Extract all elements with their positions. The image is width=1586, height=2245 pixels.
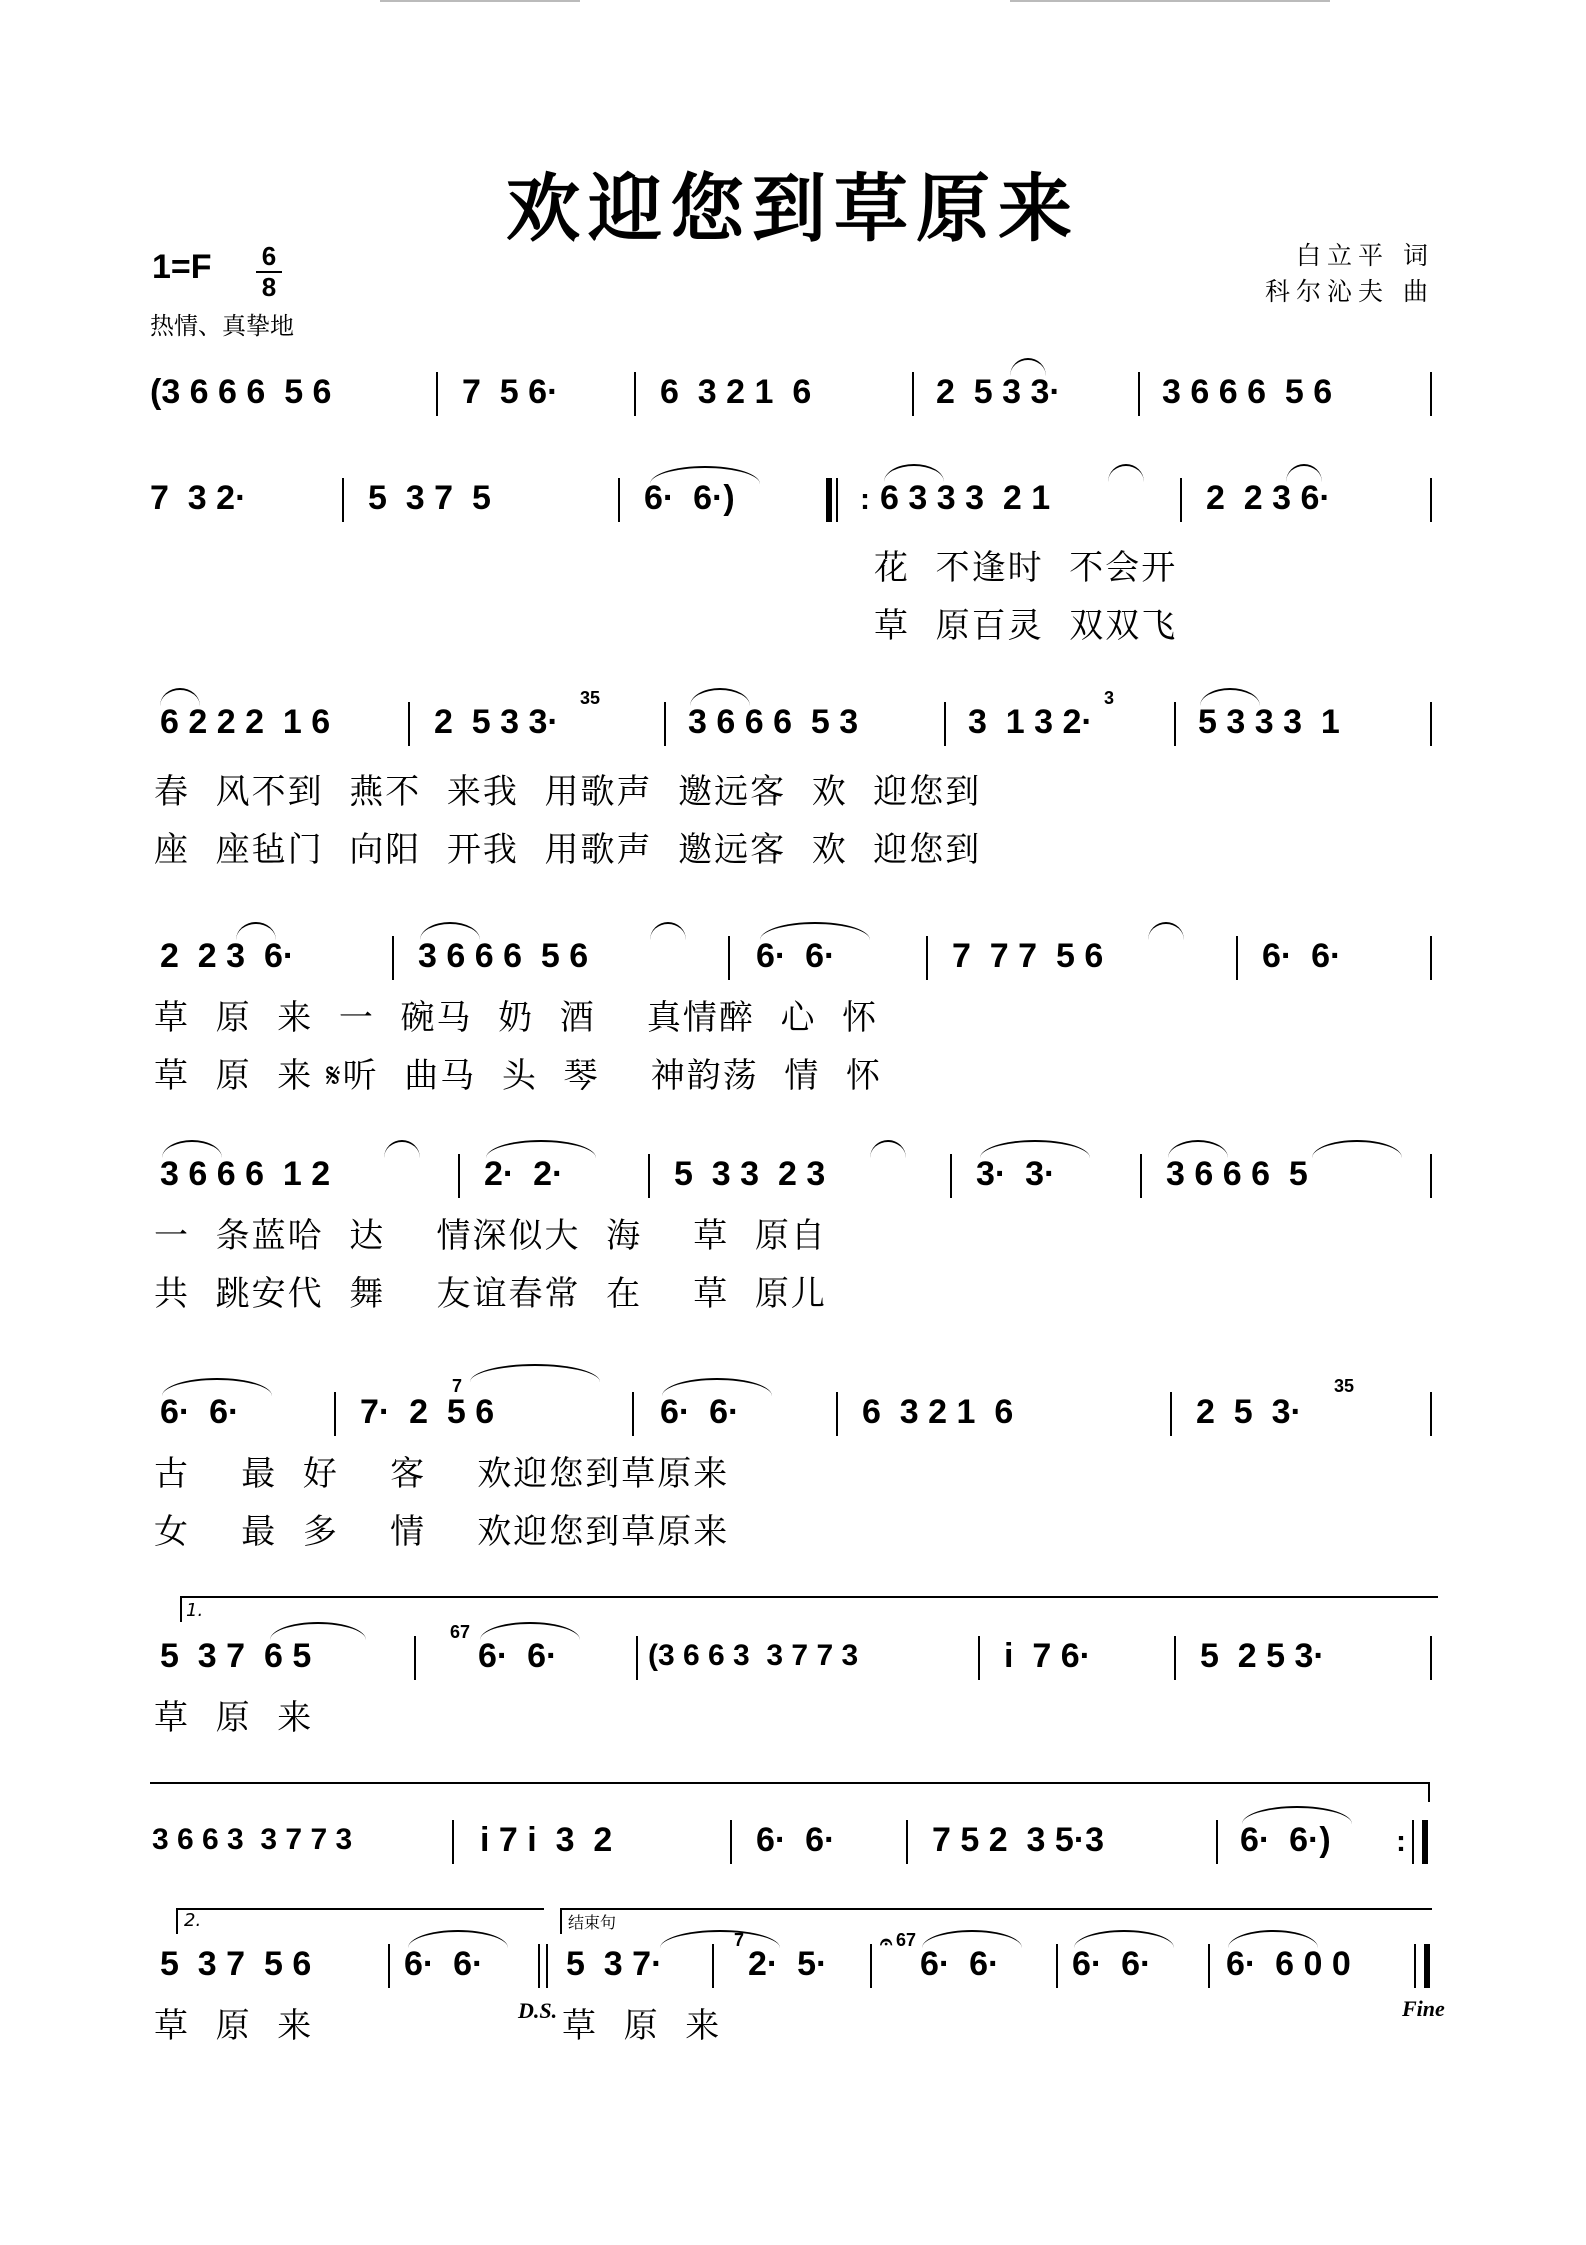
barline bbox=[1208, 1944, 1210, 1988]
barline bbox=[1430, 1392, 1432, 1436]
measure: 6 3 2 1 6 bbox=[862, 1393, 1014, 1431]
measure: 7 5 2 3 5·3 bbox=[932, 1821, 1105, 1859]
barline bbox=[1056, 1944, 1058, 1988]
measure: 2 5 3 3· bbox=[936, 373, 1061, 411]
measure: 2· 5· bbox=[748, 1945, 828, 1983]
fine-mark: Fine bbox=[1402, 1996, 1445, 2021]
slur bbox=[870, 1140, 906, 1158]
measure: 6· 6· bbox=[920, 1945, 1000, 1983]
measure: 5 3 3 2 3 bbox=[674, 1155, 826, 1193]
slur bbox=[1242, 1806, 1352, 1824]
barline bbox=[392, 936, 394, 980]
dal-segno-mark: D.S. bbox=[518, 1998, 558, 2023]
staff-line-3 bbox=[0, 688, 1586, 870]
barline bbox=[1430, 1636, 1432, 1680]
lyrics-verse-1: 古 最 好 客 欢迎您到草原来 bbox=[154, 1454, 730, 1494]
staff-line-2 bbox=[0, 478, 1586, 646]
measure: i 7 i 3 2 bbox=[480, 1821, 613, 1859]
final-barline bbox=[1424, 1944, 1430, 1988]
barline bbox=[728, 936, 730, 980]
staff-line-4 bbox=[0, 936, 1586, 1096]
slur bbox=[1200, 688, 1260, 706]
slur bbox=[236, 922, 276, 940]
slur bbox=[162, 1140, 222, 1158]
measure: 6· 6· bbox=[1072, 1945, 1152, 1983]
slur bbox=[470, 1364, 600, 1382]
measure: 6 2 2 2 1 6 bbox=[160, 703, 331, 741]
staff-line-6 bbox=[0, 1376, 1586, 1552]
lyrics-verse-1: 花 不逢时 不会开 bbox=[874, 548, 1178, 588]
barline bbox=[388, 1944, 390, 1988]
measure: 5 3 3 3 1 bbox=[1198, 703, 1340, 741]
measure: 6· 6·) bbox=[644, 479, 735, 517]
barline bbox=[414, 1636, 416, 1680]
barline bbox=[458, 1154, 460, 1198]
measure: i 7 6· bbox=[1004, 1637, 1091, 1675]
measure: 6· 6· bbox=[756, 1821, 836, 1859]
measure: 2 5 3 3· bbox=[434, 703, 559, 741]
slur bbox=[160, 688, 200, 706]
slur bbox=[1010, 358, 1046, 376]
measure: 6· 6· bbox=[1262, 937, 1342, 975]
barline bbox=[546, 1944, 548, 1988]
lyrics-verse-2: 女 最 多 情 欢迎您到草原来 bbox=[154, 1512, 730, 1552]
barline bbox=[836, 1392, 838, 1436]
staff-line-5 bbox=[0, 1154, 1586, 1314]
barline bbox=[926, 936, 928, 980]
repeat-end-barline bbox=[1422, 1820, 1428, 1864]
measure: 6· 6· bbox=[660, 1393, 740, 1431]
measure: 6· 6· bbox=[404, 1945, 484, 1983]
measure: 3 6 6 6 5 6 bbox=[418, 937, 589, 975]
barline bbox=[1430, 478, 1432, 522]
measure: 3 6 6 6 5 6 bbox=[1162, 373, 1333, 411]
coda-label: 结束句 bbox=[568, 1913, 617, 1932]
measure: 3 6 6 6 5 bbox=[1166, 1155, 1308, 1193]
barline bbox=[730, 1820, 732, 1864]
lyrics-verse-2: 共 跳安代 舞 友谊春常 在 草 原儿 bbox=[154, 1274, 827, 1314]
barline bbox=[906, 1820, 908, 1864]
measure: 5 3 7 6 5 bbox=[160, 1637, 312, 1675]
measure: (3 6 6 6 5 6 bbox=[150, 373, 332, 411]
slur bbox=[162, 1378, 272, 1396]
measure: 2 5 3· bbox=[1196, 1393, 1302, 1431]
lyrics-verse-1: 一 条蓝哈 达 情深似大 海 草 原自 bbox=[154, 1216, 827, 1256]
measure: 6 3 2 1 6 bbox=[660, 373, 812, 411]
repeat-start-barline bbox=[826, 478, 832, 522]
slur bbox=[480, 1622, 580, 1640]
second-ending-bracket bbox=[176, 1908, 544, 1934]
staff-line-1 bbox=[0, 372, 1586, 492]
measure: 6· 6·) bbox=[1240, 1821, 1331, 1859]
measure: 6· 6· bbox=[756, 937, 836, 975]
measure: 3 6 6 6 5 3 bbox=[688, 703, 859, 741]
first-ending-bracket bbox=[180, 1596, 1438, 1622]
grace-note: 7 bbox=[452, 1376, 463, 1396]
barline bbox=[634, 372, 636, 416]
barline bbox=[452, 1820, 454, 1864]
staff-line-7 bbox=[0, 1622, 1586, 1756]
lyrics-verse-2: 草 原百灵 双双飞 bbox=[874, 606, 1178, 646]
slur bbox=[760, 922, 870, 940]
barline bbox=[1170, 1392, 1172, 1436]
slur bbox=[420, 922, 480, 940]
measure: 6· 6· bbox=[160, 1393, 240, 1431]
page-edge-mark bbox=[1010, 0, 1330, 2]
barline bbox=[408, 702, 410, 746]
barline bbox=[978, 1636, 980, 1680]
repeat-dots: : bbox=[1396, 1825, 1406, 1858]
measure: 3 1 3 2· bbox=[968, 703, 1093, 741]
measure: 5 3 7 5 bbox=[368, 479, 491, 517]
measure: 2 2 3 6· bbox=[160, 937, 295, 975]
barline bbox=[1174, 1636, 1176, 1680]
barline bbox=[664, 702, 666, 746]
tempo-marking: 热情、真挚地 bbox=[150, 312, 294, 340]
lyricist-credit: 白立平 词 bbox=[1296, 241, 1434, 270]
barline bbox=[1216, 1820, 1218, 1864]
lyrics-coda: 草 原 来 bbox=[562, 2006, 722, 2046]
slur bbox=[1148, 922, 1184, 940]
barline bbox=[1430, 372, 1432, 416]
barline bbox=[334, 1392, 336, 1436]
grace-note: 35 bbox=[580, 688, 601, 708]
second-ending-label: 2. bbox=[184, 1910, 202, 1931]
slur bbox=[1168, 1140, 1228, 1158]
lyrics-verse-1: 草 原 来 bbox=[154, 1698, 314, 1738]
barline bbox=[870, 1944, 872, 1988]
measure: 3 6 6 3 3 7 7 3 bbox=[152, 1823, 353, 1856]
system-bracket-line bbox=[150, 1782, 1430, 1784]
measure: 5 3 7· bbox=[566, 1945, 663, 1983]
slur bbox=[384, 1140, 420, 1158]
measure: 2 2 3 6· bbox=[1206, 479, 1331, 517]
grace-note: 3 bbox=[1104, 688, 1115, 708]
song-title: 欢迎您到草原来 bbox=[506, 166, 1080, 252]
page-edge-mark bbox=[380, 0, 580, 2]
measure: 7 7 7 5 6 bbox=[952, 937, 1104, 975]
barline bbox=[1430, 936, 1432, 980]
barline bbox=[538, 1944, 540, 1988]
time-signature: 6 8 bbox=[256, 244, 282, 300]
lyrics-verse-1: 春 风不到 燕不 来我 用歌声 邀远客 欢 迎您到 bbox=[154, 772, 982, 812]
measure: 7 5 6· bbox=[462, 373, 559, 411]
barline bbox=[342, 478, 344, 522]
lyrics-verse-1: 草 原 来 bbox=[154, 2006, 314, 2046]
measure: 5 3 7 5 6 bbox=[160, 1945, 312, 1983]
barline bbox=[1430, 702, 1432, 746]
final-barline bbox=[1414, 1944, 1416, 1988]
repeat-start-barline bbox=[836, 478, 838, 522]
barline bbox=[1430, 1154, 1432, 1198]
measure: 6· 6 0 0 bbox=[1226, 1945, 1351, 1983]
measure: 7 3 2· bbox=[150, 479, 247, 517]
measure: 3· 3· bbox=[976, 1155, 1056, 1193]
coda-bracket bbox=[560, 1908, 1432, 1934]
measure: 5 2 5 3· bbox=[1200, 1637, 1325, 1675]
slur bbox=[1312, 1140, 1402, 1158]
grace-note: 35 bbox=[1334, 1376, 1355, 1396]
measure: 6· 6· bbox=[478, 1637, 558, 1675]
barline bbox=[1138, 372, 1140, 416]
slur bbox=[486, 1140, 596, 1158]
barline bbox=[950, 1154, 952, 1198]
composer-credit: 科尔沁夫 曲 bbox=[1265, 277, 1434, 306]
barline bbox=[944, 702, 946, 746]
slur bbox=[662, 1378, 772, 1396]
barline bbox=[1140, 1154, 1142, 1198]
barline bbox=[1174, 702, 1176, 746]
barline bbox=[618, 478, 620, 522]
barline bbox=[912, 372, 914, 416]
repeat-dots: : bbox=[860, 483, 870, 516]
lyrics-verse-1: 草 原 来 一 碗马 奶 酒 真情醉 心 怀 bbox=[154, 998, 879, 1038]
grace-note: 67 bbox=[896, 1930, 917, 1950]
slur bbox=[650, 922, 686, 940]
barline bbox=[636, 1636, 638, 1680]
grace-note: 67 bbox=[450, 1622, 471, 1642]
slur bbox=[270, 1622, 366, 1640]
measure: 7· 2 5 6 bbox=[360, 1393, 495, 1431]
measure: 3 6 6 6 1 2 bbox=[160, 1155, 331, 1193]
barline bbox=[712, 1944, 714, 1988]
repeat-end-barline bbox=[1412, 1820, 1414, 1864]
barline bbox=[632, 1392, 634, 1436]
key-signature: 1=F bbox=[152, 248, 212, 286]
grace-note: 7 bbox=[734, 1930, 745, 1950]
fermata: 𝄐 bbox=[880, 1929, 893, 1954]
measure: (3 6 6 3 3 7 7 3 bbox=[648, 1639, 859, 1672]
barline bbox=[436, 372, 438, 416]
lyrics-verse-2: 座 座毡门 向阳 开我 用歌声 邀远客 欢 迎您到 bbox=[154, 830, 982, 870]
system-bracket-end bbox=[1428, 1782, 1430, 1802]
slur bbox=[690, 688, 750, 706]
lyrics-verse-2: 草 原 来 𝄋听 曲马 头 琴 神韵荡 情 怀 bbox=[154, 1056, 882, 1096]
first-ending-label: 1. bbox=[186, 1600, 204, 1621]
barline bbox=[648, 1154, 650, 1198]
barline bbox=[1180, 478, 1182, 522]
slur bbox=[980, 1140, 1090, 1158]
measure: 2· 2· bbox=[484, 1155, 564, 1193]
barline bbox=[1236, 936, 1238, 980]
measure: 6 3 3 3 2 1 bbox=[880, 479, 1051, 517]
staff-line-9 bbox=[0, 1929, 1586, 2064]
